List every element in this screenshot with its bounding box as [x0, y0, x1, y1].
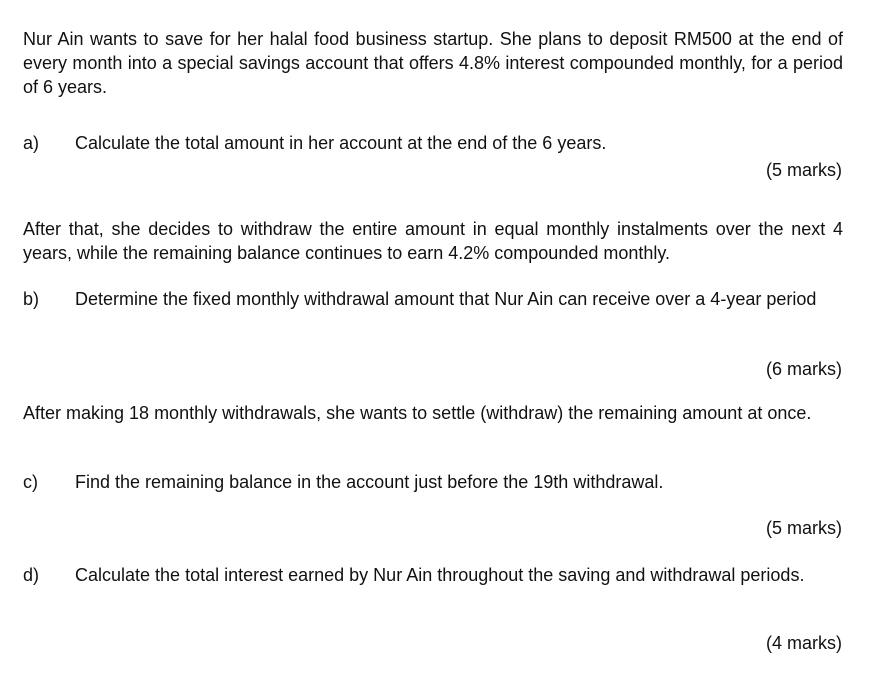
part-b: [23, 287, 843, 335]
context-withdrawal-paragraph: After that, she decides to withdraw the entire amount in equal monthly instalments over the next 4 years, while the remaining balance continues to earn 4.2% compounded monthly.: [23, 219, 843, 263]
part-c-letter: c): [23, 472, 38, 492]
part-b-marks: (6 marks): [766, 359, 842, 379]
part-c-marks: (5 marks): [766, 518, 842, 538]
part-d-text: Calculate the total interest earned by Nur Ain throughout the saving and withdrawal periods.: [75, 565, 805, 585]
part-d-letter: d): [23, 565, 40, 585]
part-a-text: Calculate the total amount in her account at the end of the 6 years.: [75, 133, 607, 153]
part-d-marks: (4 marks): [766, 633, 842, 653]
part-a-letter: a): [23, 133, 40, 153]
part-b-text: Determine the fixed monthly withdrawal amount that Nur Ain can receive over a 4-year period: [75, 289, 817, 309]
part-c-text: Find the remaining balance in the account just before the 19th withdrawal.: [75, 472, 664, 492]
part-d: [23, 563, 843, 611]
context-settlement-paragraph: After making 18 monthly withdrawals, she wants to settle (withdraw) the remaining amount at once.: [23, 403, 812, 423]
intro-paragraph: Nur Ain wants to save for her halal food business startup. She plans to deposit RM500 at the end of every month into a special savings account that offers 4.8% interest compounded monthly, for a period of 6 years.: [23, 29, 843, 97]
part-b-letter: b): [23, 289, 40, 309]
part-a: [23, 131, 843, 155]
part-a-marks: (5 marks): [766, 160, 842, 180]
part-c: [23, 470, 843, 494]
